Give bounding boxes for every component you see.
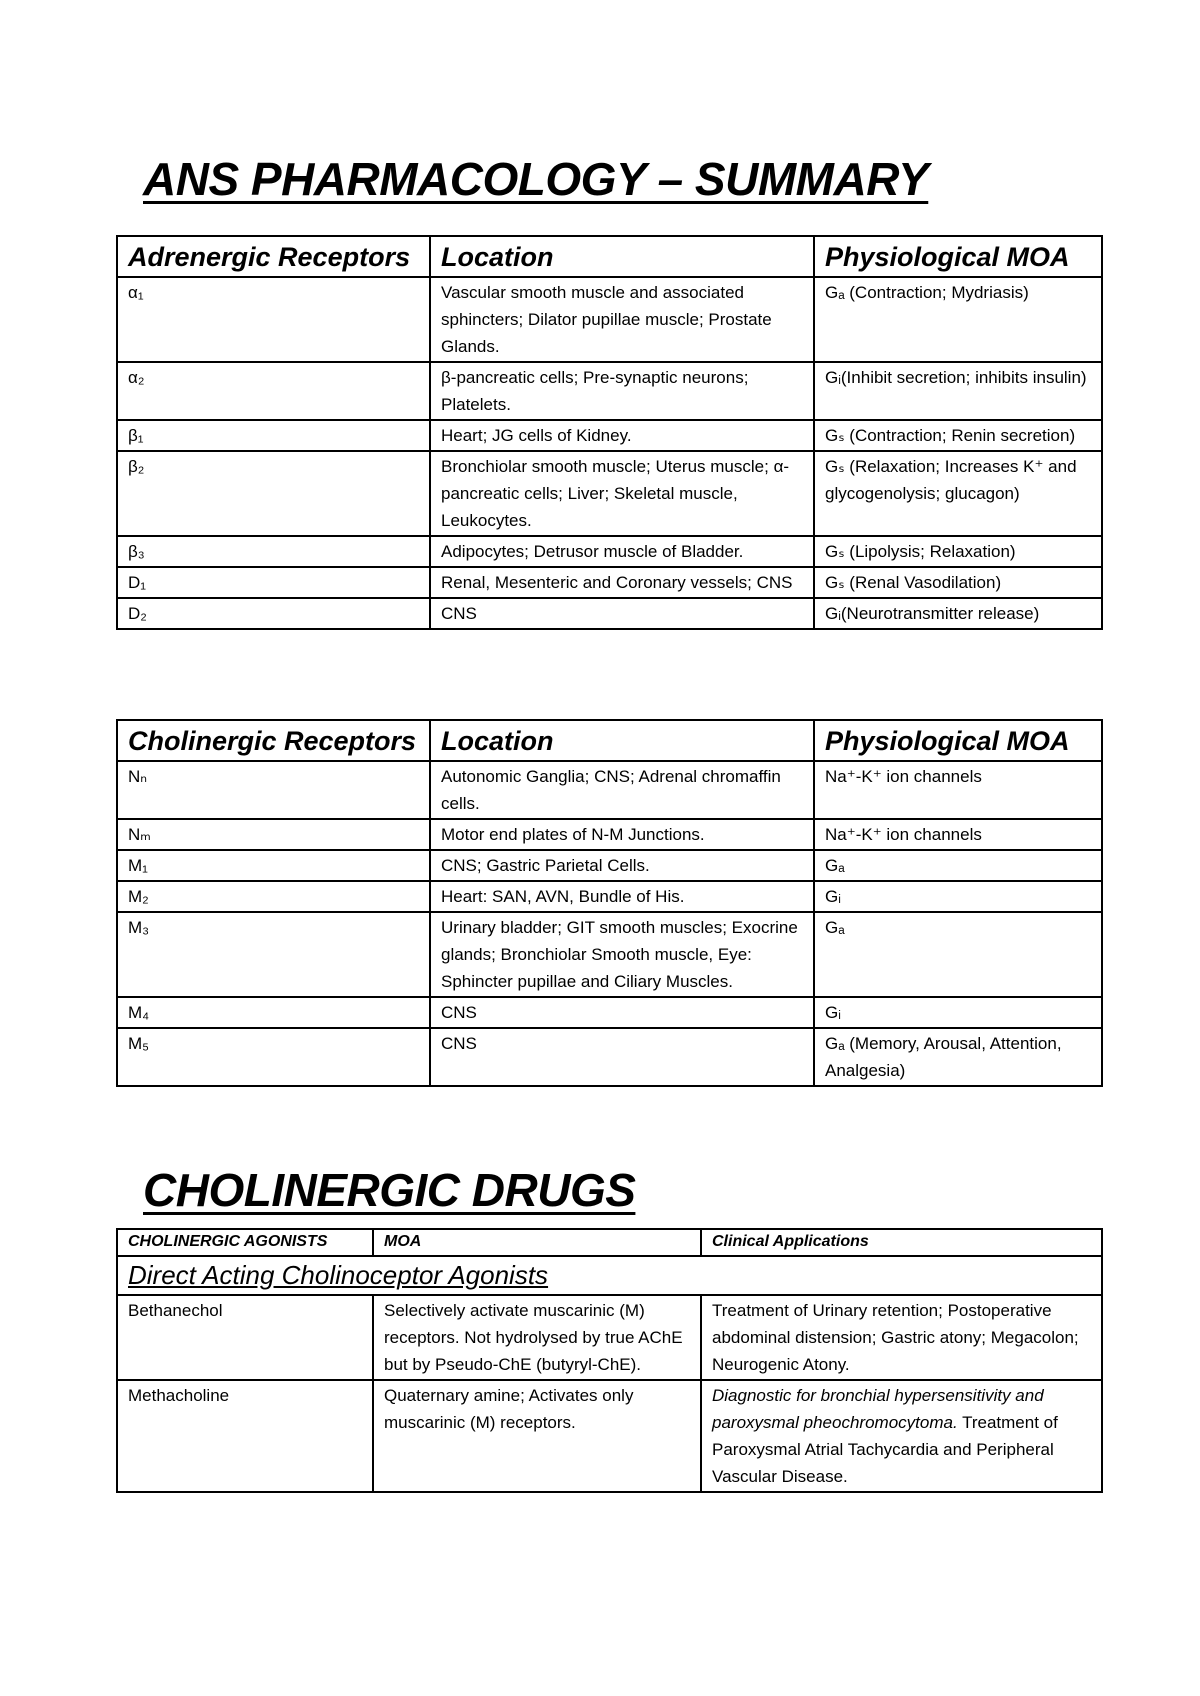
location-cell: Bronchiolar smooth muscle; Uterus muscle; α-pancreatic cells; Liver; Skeletal muscle, Leukocytes.: [430, 451, 814, 536]
column-header: Physiological MOA: [814, 720, 1102, 761]
table-row: [117, 850, 1102, 881]
column-header: Adrenergic Receptors: [117, 236, 430, 277]
moa-cell: Gᵢ(Inhibit secretion; inhibits insulin): [814, 362, 1102, 420]
receptor-cell: M₄: [117, 997, 430, 1028]
column-header: Location: [430, 236, 814, 277]
table-header-row: [117, 720, 1102, 761]
moa-cell: Gᵢ(Neurotransmitter release): [814, 598, 1102, 629]
location-cell: Urinary bladder; GIT smooth muscles; Exocrine glands; Bronchiolar Smooth muscle, Eye: Sphincter pupillae and Ciliary Muscles.: [430, 912, 814, 997]
table-row: [117, 761, 1102, 819]
receptor-cell: β₃: [117, 536, 430, 567]
table-row: [117, 451, 1102, 536]
location-cell: Renal, Mesenteric and Coronary vessels; CNS: [430, 567, 814, 598]
column-header: Clinical Applications: [701, 1229, 1102, 1256]
table-row: [117, 567, 1102, 598]
location-cell: Adipocytes; Detrusor muscle of Bladder.: [430, 536, 814, 567]
moa-cell: Na⁺-K⁺ ion channels: [814, 761, 1102, 819]
moa-cell: Gᵢ: [814, 997, 1102, 1028]
clinical-cell: [701, 1380, 1102, 1492]
receptor-cell: M₂: [117, 881, 430, 912]
table-row: [117, 420, 1102, 451]
moa-cell: Quaternary amine; Activates only muscarinic (M) receptors.: [373, 1380, 701, 1492]
moa-cell: Gₐ: [814, 850, 1102, 881]
table-header-row: [117, 236, 1102, 277]
receptor-cell: Nₙ: [117, 761, 430, 819]
location-cell: Heart: SAN, AVN, Bundle of His.: [430, 881, 814, 912]
moa-cell: Selectively activate muscarinic (M) receptors. Not hydrolysed by true AChE but by Pseudo-ChE (butyryl-ChE).: [373, 1295, 701, 1380]
column-header: MOA: [373, 1229, 701, 1256]
table-row: [117, 1380, 1102, 1492]
moa-cell: Gₛ (Relaxation; Increases K⁺ and glycogenolysis; glucagon): [814, 451, 1102, 536]
table-row: [117, 598, 1102, 629]
receptor-cell: β₂: [117, 451, 430, 536]
moa-cell: Na⁺-K⁺ ion channels: [814, 819, 1102, 850]
column-header: Cholinergic Receptors: [117, 720, 430, 761]
location-cell: β-pancreatic cells; Pre-synaptic neurons; Platelets.: [430, 362, 814, 420]
receptor-cell: α₂: [117, 362, 430, 420]
cholinergic-drugs-table: [116, 1228, 1103, 1493]
receptor-cell: β₁: [117, 420, 430, 451]
table-row: [117, 277, 1102, 362]
table-row: [117, 819, 1102, 850]
location-cell: CNS; Gastric Parietal Cells.: [430, 850, 814, 881]
table-row: [117, 362, 1102, 420]
table-row: [117, 997, 1102, 1028]
page-title: ANS PHARMACOLOGY – SUMMARY: [143, 153, 929, 205]
drug-name-cell: Bethanechol: [117, 1295, 373, 1380]
moa-cell: Gₐ (Contraction; Mydriasis): [814, 277, 1102, 362]
column-header: CHOLINERGIC AGONISTS: [117, 1229, 373, 1256]
location-cell: Autonomic Ganglia; CNS; Adrenal chromaffin cells.: [430, 761, 814, 819]
receptor-cell: Nₘ: [117, 819, 430, 850]
table-row: [117, 912, 1102, 997]
moa-cell: Gₛ (Contraction; Renin secretion): [814, 420, 1102, 451]
table-row: [117, 1028, 1102, 1086]
section-heading: Direct Acting Cholinoceptor Agonists: [117, 1256, 1102, 1295]
location-cell: Heart; JG cells of Kidney.: [430, 420, 814, 451]
receptor-cell: D₂: [117, 598, 430, 629]
location-cell: CNS: [430, 997, 814, 1028]
receptor-cell: M₃: [117, 912, 430, 997]
adrenergic-receptors-table: [116, 235, 1103, 630]
clinical-italic-text: Diagnostic for bronchial hypersensitivity and paroxysmal pheochromocytoma.: [712, 1386, 1044, 1432]
clinical-text: Treatment of Urinary retention; Postoperative abdominal distension; Gastric atony; Megacolon; Neurogenic Atony.: [712, 1301, 1079, 1374]
moa-cell: Gₛ (Lipolysis; Relaxation): [814, 536, 1102, 567]
table-row: [117, 1295, 1102, 1380]
moa-cell: Gₐ: [814, 912, 1102, 997]
location-cell: CNS: [430, 1028, 814, 1086]
moa-cell: Gₛ (Renal Vasodilation): [814, 567, 1102, 598]
moa-cell: Gₐ (Memory, Arousal, Attention, Analgesia): [814, 1028, 1102, 1086]
table-row: [117, 536, 1102, 567]
moa-cell: Gᵢ: [814, 881, 1102, 912]
receptor-cell: D₁: [117, 567, 430, 598]
receptor-cell: M₁: [117, 850, 430, 881]
table-header-row: [117, 1229, 1102, 1256]
column-header: Location: [430, 720, 814, 761]
clinical-cell: [701, 1295, 1102, 1380]
receptor-cell: α₁: [117, 277, 430, 362]
location-cell: CNS: [430, 598, 814, 629]
column-header: Physiological MOA: [814, 236, 1102, 277]
location-cell: Vascular smooth muscle and associated sphincters; Dilator pupillae muscle; Prostate Glands.: [430, 277, 814, 362]
location-cell: Motor end plates of N-M Junctions.: [430, 819, 814, 850]
section-title: CHOLINERGIC DRUGS: [143, 1164, 636, 1216]
drug-name-cell: Methacholine: [117, 1380, 373, 1492]
table-section-row: [117, 1256, 1102, 1295]
clinical-text: Treatment of Paroxysmal Atrial Tachycardia and Peripheral Vascular Disease.: [712, 1413, 1058, 1486]
cholinergic-receptors-table: [116, 719, 1103, 1087]
receptor-cell: M₅: [117, 1028, 430, 1086]
table-row: [117, 881, 1102, 912]
